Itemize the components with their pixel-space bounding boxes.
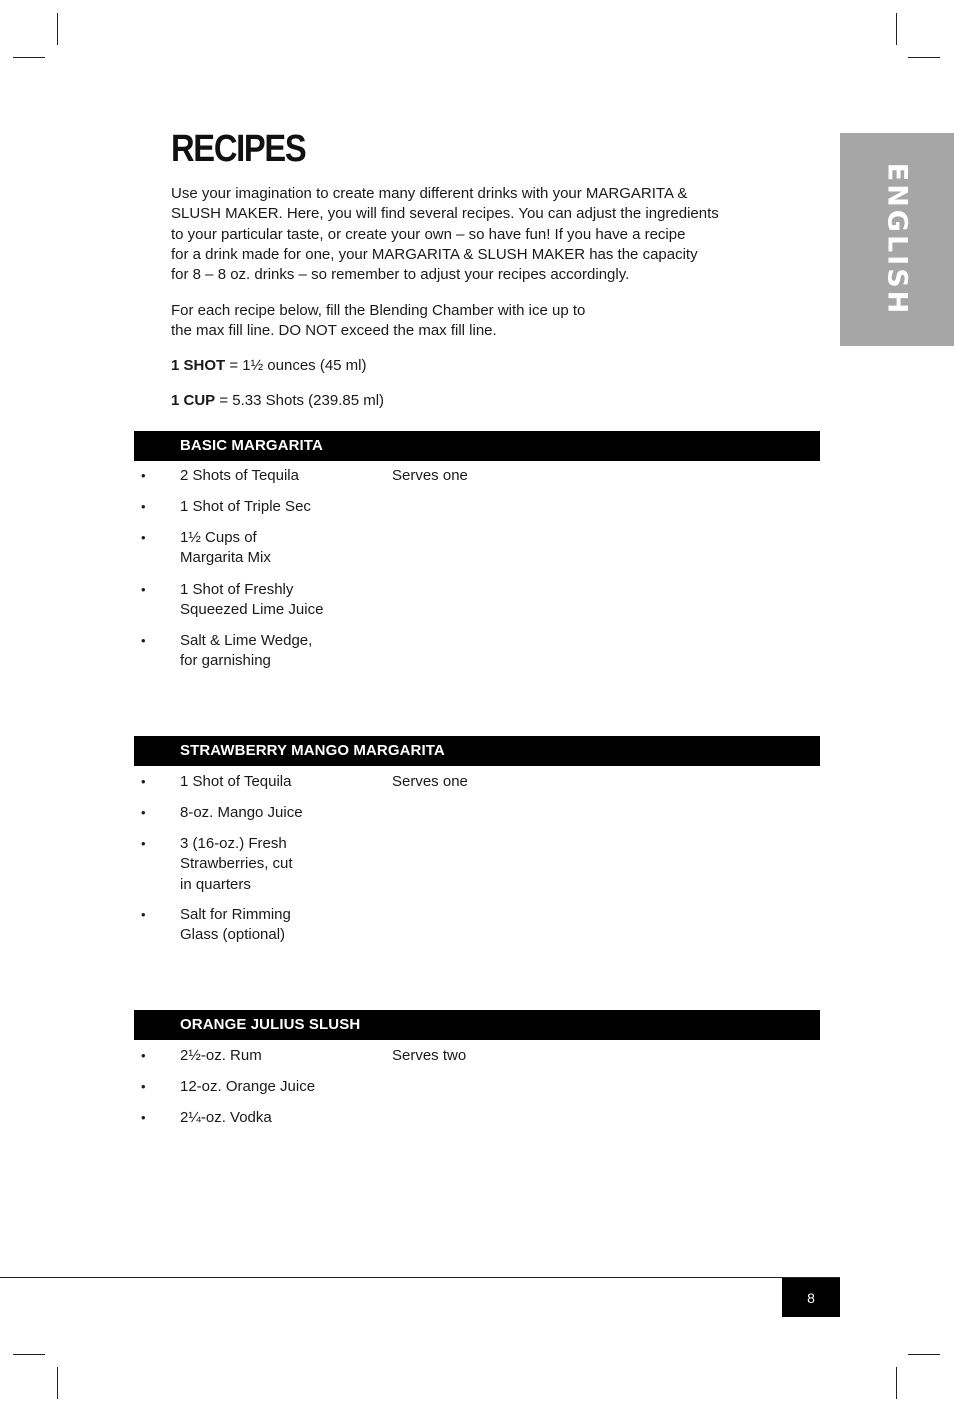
- recipe-title: STRAWBERRY MANGO MARGARITA: [180, 742, 445, 759]
- bullet: •: [141, 499, 146, 514]
- crop-mark: [13, 57, 45, 58]
- fill-note: [171, 301, 741, 342]
- ingredient-item: [180, 1077, 380, 1097]
- ingredient-line: 2½-oz. Rum: [180, 1047, 262, 1064]
- ingredient-item: [180, 772, 380, 792]
- bullet: •: [141, 836, 146, 851]
- bullet: •: [141, 468, 146, 483]
- page-title: RECIPES: [171, 128, 306, 170]
- ingredient-line: 8-oz. Mango Juice: [180, 804, 303, 821]
- ingredient-item: [180, 834, 380, 895]
- ingredient-line: 3 (16-oz.) Fresh: [180, 835, 287, 852]
- crop-mark: [908, 1354, 940, 1355]
- bullet: •: [141, 1079, 146, 1094]
- recipe-header: [134, 431, 820, 461]
- intro-line: SLUSH MAKER. Here, you will find several recipes. You can adjust the ingredients: [171, 205, 719, 223]
- crop-mark: [13, 1354, 45, 1355]
- bullet: •: [141, 907, 146, 922]
- ingredient-line: Salt for Rimming: [180, 906, 291, 923]
- footer-rule: [0, 1277, 840, 1278]
- ingredient-line: Strawberries, cut: [180, 855, 293, 873]
- ingredient-item: [180, 905, 380, 946]
- ingredient-line: Squeezed Lime Juice: [180, 601, 324, 619]
- ingredient-item: [180, 1046, 380, 1066]
- measure-term: 1 CUP: [171, 392, 216, 409]
- intro-line: for a drink made for one, your MARGARITA & SLUSH MAKER has the capacity: [171, 245, 698, 263]
- fill-note-line: For each recipe below, fill the Blending Chamber with ice up to: [171, 302, 586, 319]
- crop-mark: [896, 13, 897, 45]
- bullet: •: [141, 582, 146, 597]
- ingredient-line: for garnishing: [180, 652, 271, 670]
- recipe-serves: Serves one: [392, 773, 468, 790]
- intro-paragraph: [171, 184, 741, 285]
- recipe-serves: Serves one: [392, 467, 468, 484]
- bullet: •: [141, 530, 146, 545]
- language-tab-label: ENGLISH: [881, 162, 913, 317]
- page-number: [782, 1278, 840, 1317]
- ingredient-item: [180, 528, 380, 569]
- bullet: •: [141, 1110, 146, 1125]
- bullet: •: [141, 1048, 146, 1063]
- ingredient-item: [180, 580, 380, 621]
- ingredient-item: [180, 1108, 380, 1128]
- ingredient-line: in quarters: [180, 875, 251, 893]
- measure-shot: [171, 356, 741, 376]
- intro-line: to your particular taste, or create your own – so have fun! If you have a recipe: [171, 225, 686, 243]
- ingredient-line: Margarita Mix: [180, 549, 271, 567]
- ingredient-line: 12-oz. Orange Juice: [180, 1078, 316, 1095]
- recipe-header: [134, 736, 820, 766]
- measure-cup: [171, 391, 741, 411]
- ingredient-item: [180, 466, 380, 486]
- intro-line: for 8 – 8 oz. drinks – so remember to adjust your recipes accordingly.: [171, 266, 630, 284]
- fill-note-line: the max fill line. DO NOT exceed the max fill line.: [171, 322, 497, 340]
- bullet: •: [141, 774, 146, 789]
- language-tab-label-wrap: [840, 133, 954, 346]
- recipe-serves: Serves two: [392, 1047, 467, 1064]
- ingredient-line: Glass (optional): [180, 926, 286, 944]
- ingredient-line: 1½ Cups of: [180, 529, 257, 546]
- recipe-header: [134, 1010, 820, 1040]
- crop-mark: [57, 1367, 58, 1399]
- recipe-title: BASIC MARGARITA: [180, 437, 323, 454]
- ingredient-item: [180, 497, 380, 517]
- crop-mark: [896, 1367, 897, 1399]
- bullet: •: [141, 633, 146, 648]
- page-number-label: 8: [807, 1289, 815, 1306]
- recipe-title: ORANGE JULIUS SLUSH: [180, 1016, 361, 1033]
- ingredient-line: 2¼-oz. Vodka: [180, 1109, 272, 1126]
- bullet: •: [141, 805, 146, 820]
- crop-mark: [57, 13, 58, 45]
- ingredient-line: 2 Shots of Tequila: [180, 467, 299, 484]
- measure-term: 1 SHOT: [171, 357, 226, 374]
- measure-definition: = 5.33 Shots (239.85 ml): [215, 392, 385, 409]
- ingredient-line: Salt & Lime Wedge,: [180, 632, 313, 649]
- intro-line: Use your imagination to create many different drinks with your MARGARITA &: [171, 185, 688, 202]
- ingredient-line: 1 Shot of Triple Sec: [180, 498, 311, 515]
- ingredient-line: 1 Shot of Freshly: [180, 581, 294, 598]
- measure-definition: = 1½ ounces (45 ml): [225, 357, 367, 374]
- ingredient-line: 1 Shot of Tequila: [180, 773, 292, 790]
- ingredient-item: [180, 803, 380, 823]
- ingredient-item: [180, 631, 380, 672]
- crop-mark: [908, 57, 940, 58]
